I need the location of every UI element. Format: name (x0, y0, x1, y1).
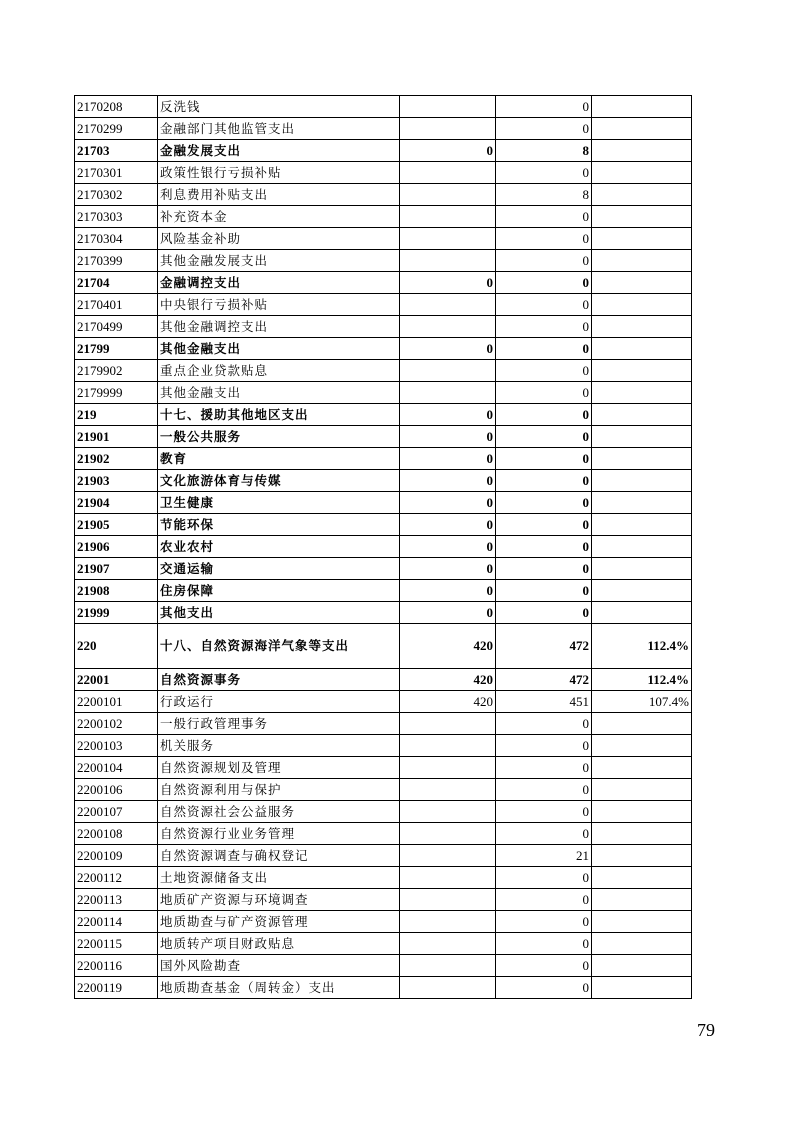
budget-cell (400, 735, 496, 757)
actual-cell: 0 (496, 558, 592, 580)
table-row (75, 845, 692, 867)
actual-cell: 0 (496, 338, 592, 360)
ratio-cell (592, 294, 692, 316)
table-row (75, 316, 692, 338)
table-row (75, 206, 692, 228)
ratio-cell (592, 867, 692, 889)
budget-cell (400, 96, 496, 118)
actual-cell: 0 (496, 955, 592, 977)
budget-cell: 0 (400, 536, 496, 558)
code-cell: 21902 (75, 448, 158, 470)
table-row (75, 801, 692, 823)
actual-cell: 0 (496, 360, 592, 382)
table-row (75, 779, 692, 801)
actual-cell: 21 (496, 845, 592, 867)
table-row (75, 184, 692, 206)
actual-cell: 0 (496, 757, 592, 779)
ratio-cell (592, 889, 692, 911)
budget-cell: 0 (400, 404, 496, 426)
budget-cell (400, 713, 496, 735)
table-row (75, 470, 692, 492)
actual-cell: 0 (496, 779, 592, 801)
actual-cell: 0 (496, 536, 592, 558)
budget-cell (400, 162, 496, 184)
code-cell: 2200103 (75, 735, 158, 757)
budget-cell (400, 757, 496, 779)
actual-cell: 0 (496, 492, 592, 514)
code-cell: 2200115 (75, 933, 158, 955)
code-cell: 2170401 (75, 294, 158, 316)
table-row (75, 933, 692, 955)
ratio-cell (592, 250, 692, 272)
table-row (75, 823, 692, 845)
budget-cell (400, 779, 496, 801)
table-row (75, 580, 692, 602)
table-row (75, 250, 692, 272)
actual-cell: 0 (496, 426, 592, 448)
ratio-cell (592, 492, 692, 514)
code-cell: 2170302 (75, 184, 158, 206)
budget-cell (400, 118, 496, 140)
table-row (75, 514, 692, 536)
code-cell: 2200107 (75, 801, 158, 823)
budget-cell: 0 (400, 602, 496, 624)
ratio-cell (592, 757, 692, 779)
code-cell: 2200109 (75, 845, 158, 867)
budget-cell (400, 977, 496, 999)
actual-cell: 472 (496, 669, 592, 691)
table-row (75, 492, 692, 514)
actual-cell: 0 (496, 448, 592, 470)
name-cell: 交通运输 (158, 558, 400, 580)
ratio-cell (592, 470, 692, 492)
ratio-cell (592, 911, 692, 933)
ratio-cell (592, 118, 692, 140)
ratio-cell (592, 536, 692, 558)
table-row (75, 669, 692, 691)
actual-cell: 0 (496, 162, 592, 184)
name-cell: 卫生健康 (158, 492, 400, 514)
code-cell: 21703 (75, 140, 158, 162)
ratio-cell (592, 602, 692, 624)
name-cell: 地质矿产资源与环境调查 (158, 889, 400, 911)
name-cell: 利息费用补贴支出 (158, 184, 400, 206)
name-cell: 教育 (158, 448, 400, 470)
ratio-cell (592, 977, 692, 999)
table-row (75, 602, 692, 624)
ratio-cell (592, 140, 692, 162)
budget-cell: 0 (400, 426, 496, 448)
code-cell: 2179999 (75, 382, 158, 404)
budget-cell (400, 316, 496, 338)
table-row (75, 404, 692, 426)
ratio-cell: 112.4% (592, 669, 692, 691)
name-cell: 自然资源事务 (158, 669, 400, 691)
ratio-cell (592, 514, 692, 536)
table-row (75, 140, 692, 162)
code-cell: 2200102 (75, 713, 158, 735)
actual-cell: 0 (496, 316, 592, 338)
budget-cell (400, 867, 496, 889)
name-cell: 行政运行 (158, 691, 400, 713)
name-cell: 风险基金补助 (158, 228, 400, 250)
code-cell: 21907 (75, 558, 158, 580)
table-row (75, 228, 692, 250)
name-cell: 重点企业贷款贴息 (158, 360, 400, 382)
name-cell: 自然资源行业业务管理 (158, 823, 400, 845)
ratio-cell (592, 162, 692, 184)
actual-cell: 0 (496, 250, 592, 272)
table-row (75, 162, 692, 184)
name-cell: 自然资源调查与确权登记 (158, 845, 400, 867)
name-cell: 金融调控支出 (158, 272, 400, 294)
code-cell: 2170499 (75, 316, 158, 338)
code-cell: 2170208 (75, 96, 158, 118)
budget-cell (400, 911, 496, 933)
ratio-cell (592, 228, 692, 250)
name-cell: 十八、自然资源海洋气象等支出 (158, 624, 400, 669)
table-row (75, 757, 692, 779)
table-row (75, 294, 692, 316)
name-cell: 土地资源储备支出 (158, 867, 400, 889)
code-cell: 21799 (75, 338, 158, 360)
budget-cell: 0 (400, 492, 496, 514)
ratio-cell (592, 206, 692, 228)
code-cell: 2200116 (75, 955, 158, 977)
name-cell: 自然资源社会公益服务 (158, 801, 400, 823)
actual-cell: 0 (496, 228, 592, 250)
budget-cell (400, 845, 496, 867)
ratio-cell (592, 272, 692, 294)
ratio-cell (592, 360, 692, 382)
name-cell: 国外风险勘查 (158, 955, 400, 977)
name-cell: 节能环保 (158, 514, 400, 536)
name-cell: 金融发展支出 (158, 140, 400, 162)
name-cell: 其他金融调控支出 (158, 316, 400, 338)
ratio-cell: 107.4% (592, 691, 692, 713)
table-row (75, 558, 692, 580)
budget-cell: 0 (400, 470, 496, 492)
table-row (75, 691, 692, 713)
budget-cell (400, 801, 496, 823)
budget-cell: 420 (400, 691, 496, 713)
name-cell: 地质转产项目财政贴息 (158, 933, 400, 955)
name-cell: 一般公共服务 (158, 426, 400, 448)
code-cell: 2200101 (75, 691, 158, 713)
actual-cell: 472 (496, 624, 592, 669)
name-cell: 补充资本金 (158, 206, 400, 228)
ratio-cell (592, 184, 692, 206)
budget-table (74, 95, 692, 999)
actual-cell: 0 (496, 735, 592, 757)
ratio-cell (592, 801, 692, 823)
table-row (75, 96, 692, 118)
name-cell: 一般行政管理事务 (158, 713, 400, 735)
budget-cell (400, 955, 496, 977)
code-cell: 2200119 (75, 977, 158, 999)
table-row (75, 338, 692, 360)
name-cell: 住房保障 (158, 580, 400, 602)
actual-cell: 0 (496, 294, 592, 316)
budget-cell (400, 228, 496, 250)
name-cell: 文化旅游体育与传媒 (158, 470, 400, 492)
code-cell: 2200104 (75, 757, 158, 779)
actual-cell: 8 (496, 184, 592, 206)
actual-cell: 0 (496, 404, 592, 426)
budget-cell: 0 (400, 558, 496, 580)
table-row (75, 118, 692, 140)
ratio-cell (592, 933, 692, 955)
name-cell: 地质勘查基金（周转金）支出 (158, 977, 400, 999)
ratio-cell (592, 779, 692, 801)
ratio-cell (592, 316, 692, 338)
budget-cell: 0 (400, 140, 496, 162)
table-row (75, 536, 692, 558)
name-cell: 农业农村 (158, 536, 400, 558)
actual-cell: 0 (496, 470, 592, 492)
name-cell: 金融部门其他监管支出 (158, 118, 400, 140)
table-row (75, 911, 692, 933)
budget-cell (400, 250, 496, 272)
table-row (75, 713, 692, 735)
code-cell: 2170304 (75, 228, 158, 250)
budget-cell (400, 206, 496, 228)
code-cell: 2200114 (75, 911, 158, 933)
code-cell: 21999 (75, 602, 158, 624)
actual-cell: 0 (496, 206, 592, 228)
code-cell: 22001 (75, 669, 158, 691)
budget-cell (400, 360, 496, 382)
ratio-cell (592, 845, 692, 867)
table-row (75, 624, 692, 669)
name-cell: 其他金融支出 (158, 382, 400, 404)
actual-cell: 0 (496, 272, 592, 294)
code-cell: 2170299 (75, 118, 158, 140)
actual-cell: 0 (496, 801, 592, 823)
code-cell: 2179902 (75, 360, 158, 382)
table-row (75, 426, 692, 448)
name-cell: 反洗钱 (158, 96, 400, 118)
name-cell: 其他金融支出 (158, 338, 400, 360)
ratio-cell (592, 404, 692, 426)
budget-cell (400, 823, 496, 845)
actual-cell: 0 (496, 867, 592, 889)
name-cell: 其他支出 (158, 602, 400, 624)
budget-cell (400, 933, 496, 955)
budget-table-body (75, 96, 692, 999)
code-cell: 21903 (75, 470, 158, 492)
code-cell: 21904 (75, 492, 158, 514)
ratio-cell (592, 823, 692, 845)
actual-cell: 0 (496, 580, 592, 602)
budget-cell (400, 184, 496, 206)
ratio-cell (592, 448, 692, 470)
table-row (75, 977, 692, 999)
actual-cell: 0 (496, 382, 592, 404)
name-cell: 机关服务 (158, 735, 400, 757)
actual-cell: 0 (496, 911, 592, 933)
name-cell: 政策性银行亏损补贴 (158, 162, 400, 184)
name-cell: 自然资源规划及管理 (158, 757, 400, 779)
budget-cell: 0 (400, 514, 496, 536)
budget-cell (400, 889, 496, 911)
code-cell: 2200112 (75, 867, 158, 889)
name-cell: 其他金融发展支出 (158, 250, 400, 272)
name-cell: 中央银行亏损补贴 (158, 294, 400, 316)
code-cell: 21906 (75, 536, 158, 558)
ratio-cell (592, 955, 692, 977)
code-cell: 2200106 (75, 779, 158, 801)
table-row (75, 955, 692, 977)
actual-cell: 0 (496, 977, 592, 999)
ratio-cell (592, 338, 692, 360)
ratio-cell (592, 426, 692, 448)
code-cell: 21905 (75, 514, 158, 536)
table-row (75, 889, 692, 911)
table-row (75, 382, 692, 404)
code-cell: 2200108 (75, 823, 158, 845)
actual-cell: 0 (496, 96, 592, 118)
budget-cell (400, 294, 496, 316)
budget-cell: 0 (400, 448, 496, 470)
code-cell: 2170399 (75, 250, 158, 272)
ratio-cell (592, 96, 692, 118)
actual-cell: 0 (496, 713, 592, 735)
table-row (75, 360, 692, 382)
table-row (75, 735, 692, 757)
code-cell: 2170303 (75, 206, 158, 228)
code-cell: 2170301 (75, 162, 158, 184)
ratio-cell (592, 713, 692, 735)
name-cell: 地质勘查与矿产资源管理 (158, 911, 400, 933)
actual-cell: 0 (496, 933, 592, 955)
budget-cell: 0 (400, 580, 496, 602)
ratio-cell (592, 580, 692, 602)
code-cell: 220 (75, 624, 158, 669)
budget-cell: 0 (400, 338, 496, 360)
actual-cell: 0 (496, 602, 592, 624)
name-cell: 十七、援助其他地区支出 (158, 404, 400, 426)
actual-cell: 8 (496, 140, 592, 162)
table-row (75, 867, 692, 889)
name-cell: 自然资源利用与保护 (158, 779, 400, 801)
ratio-cell: 112.4% (592, 624, 692, 669)
table-row (75, 448, 692, 470)
code-cell: 2200113 (75, 889, 158, 911)
table-row (75, 272, 692, 294)
actual-cell: 0 (496, 118, 592, 140)
ratio-cell (592, 735, 692, 757)
actual-cell: 0 (496, 514, 592, 536)
ratio-cell (592, 558, 692, 580)
actual-cell: 0 (496, 823, 592, 845)
budget-cell: 420 (400, 669, 496, 691)
code-cell: 21908 (75, 580, 158, 602)
ratio-cell (592, 382, 692, 404)
code-cell: 219 (75, 404, 158, 426)
actual-cell: 0 (496, 889, 592, 911)
code-cell: 21704 (75, 272, 158, 294)
actual-cell: 451 (496, 691, 592, 713)
budget-cell: 0 (400, 272, 496, 294)
code-cell: 21901 (75, 426, 158, 448)
page-number: 79 (697, 1020, 715, 1040)
budget-cell: 420 (400, 624, 496, 669)
budget-cell (400, 382, 496, 404)
